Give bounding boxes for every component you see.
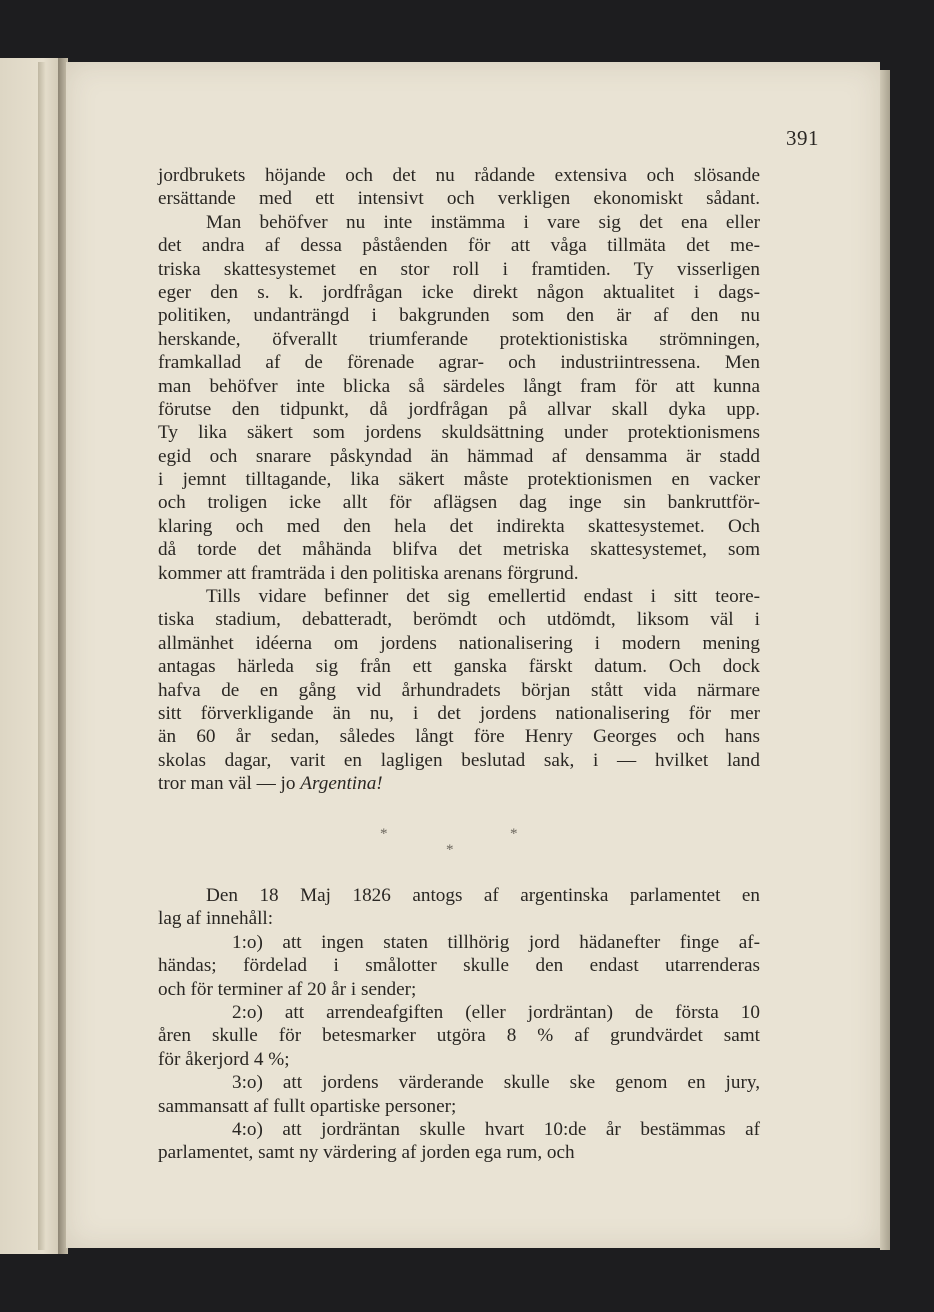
facing-page-edge	[38, 62, 46, 1250]
text-line: politiken, undanträngd i bakgrunden som den är af den nu	[158, 305, 760, 327]
text-line: framkallad af de förenade agrar- och industriintressena. Men	[158, 352, 760, 374]
text-line: man behöfver inte blicka så särdeles långt fram för att kunna	[158, 375, 760, 397]
text-fragment: tror man väl — jo	[158, 773, 301, 795]
list-item-line: sammansatt af fullt opartiske personer;	[158, 1095, 457, 1117]
list-item-line: 2:o) att arrendeafgiften (eller jordräntan) de första 10	[232, 1001, 760, 1023]
text-line: hafva de en gång vid århundradets början stått vida närmare	[158, 679, 760, 701]
text-line: tiska stadium, debatteradt, berömdt och utdömdt, liksom väl i	[158, 609, 760, 631]
text-line: antagas härleda sig från ett ganska färskt datum. Och dock	[158, 656, 760, 678]
text-line	[158, 772, 760, 795]
list-item-line: händas; fördelad i smålotter skulle den endast utarrenderas	[158, 955, 760, 977]
text-line: Ty lika säkert som jordens skuldsättning under protektionismens	[158, 422, 760, 444]
text-line: triska skattesystemet en stor roll i framtiden. Ty visserligen	[158, 258, 760, 280]
list-item-line: för åkerjord 4 %;	[158, 1048, 290, 1070]
text-line: i jemnt tilltagande, lika säkert måste protektionismen en vacker	[158, 469, 760, 491]
text-line: eger den s. k. jordfrågan icke direkt någon aktualitet i dags-	[158, 281, 760, 303]
text-line: Tills vidare befinner det sig emellertid endast i sitt teore-	[206, 586, 760, 608]
body-text	[158, 164, 760, 796]
asterisk: *	[446, 842, 454, 858]
page-number: 391	[786, 126, 819, 150]
text-line: förutse den tidpunkt, då jordfrågan på allvar skall dyka upp.	[158, 398, 760, 420]
list-item-line: 3:o) att jordens värderande skulle ske genom en jury,	[232, 1072, 760, 1094]
text-line: kommer att framträda i den politiska arenans förgrund.	[158, 562, 579, 584]
text-line: egid och snarare påskyndad än hämmad af densamma är stadd	[158, 445, 760, 467]
list-item-line: och för terminer af 20 år i sender;	[158, 978, 417, 1000]
text-line: sitt förverkligande än nu, i det jordens nationalisering för mer	[158, 702, 760, 724]
asterisk: *	[510, 826, 518, 842]
section-separator	[380, 826, 550, 866]
list-item-line: 4:o) att jordräntan skulle hvart 10:de år bestämmas af	[232, 1118, 760, 1140]
body-text-section-2	[158, 884, 760, 1165]
text-line: än 60 år sedan, således långt före Henry Georges och hans	[158, 726, 760, 748]
page-edge	[880, 70, 890, 1250]
text-line: det andra af dessa påståenden för att våga tillmäta det me-	[158, 235, 760, 257]
facing-page	[0, 58, 62, 1254]
text-line: jordbrukets höjande och det nu rådande extensiva och slösande	[158, 165, 760, 186]
text-line: Man behöfver nu inte instämma i vare sig det ena eller	[206, 211, 760, 233]
text-line: och troligen icke allt för aflägsen dag inge sin bankruttför-	[158, 492, 760, 514]
list-item-line: 1:o) att ingen staten tillhörig jord hädanefter finge af-	[232, 931, 760, 953]
text-line: Den 18 Maj 1826 antogs af argentinska parlamentet en	[206, 885, 760, 906]
text-line: allmänhet idéerna om jordens nationalisering i modern mening	[158, 632, 760, 654]
list-item-line: parlamentet, samt ny värdering af jorden ega rum, och	[158, 1142, 575, 1164]
text-line: lag af innehåll:	[158, 908, 274, 930]
text-line: herskande, öfverallt triumferande protektionistiska strömningen,	[158, 328, 760, 350]
list-item-line: åren skulle för betesmarker utgöra 8 % af grundvärdet samt	[158, 1025, 760, 1047]
text-line: skolas dagar, varit en lagligen beslutad sak, i — hvilket land	[158, 749, 760, 771]
text-line: då torde det måhända blifva det metriska skattesystemet, som	[158, 539, 760, 561]
italic-word: Argentina!	[300, 773, 383, 795]
asterisk: *	[380, 826, 388, 842]
text-line: ersättande med ett intensivt och verkligen ekonomiskt sådant.	[158, 188, 760, 210]
text-line: klaring och med den hela det indirekta skattesystemet. Och	[158, 515, 760, 537]
